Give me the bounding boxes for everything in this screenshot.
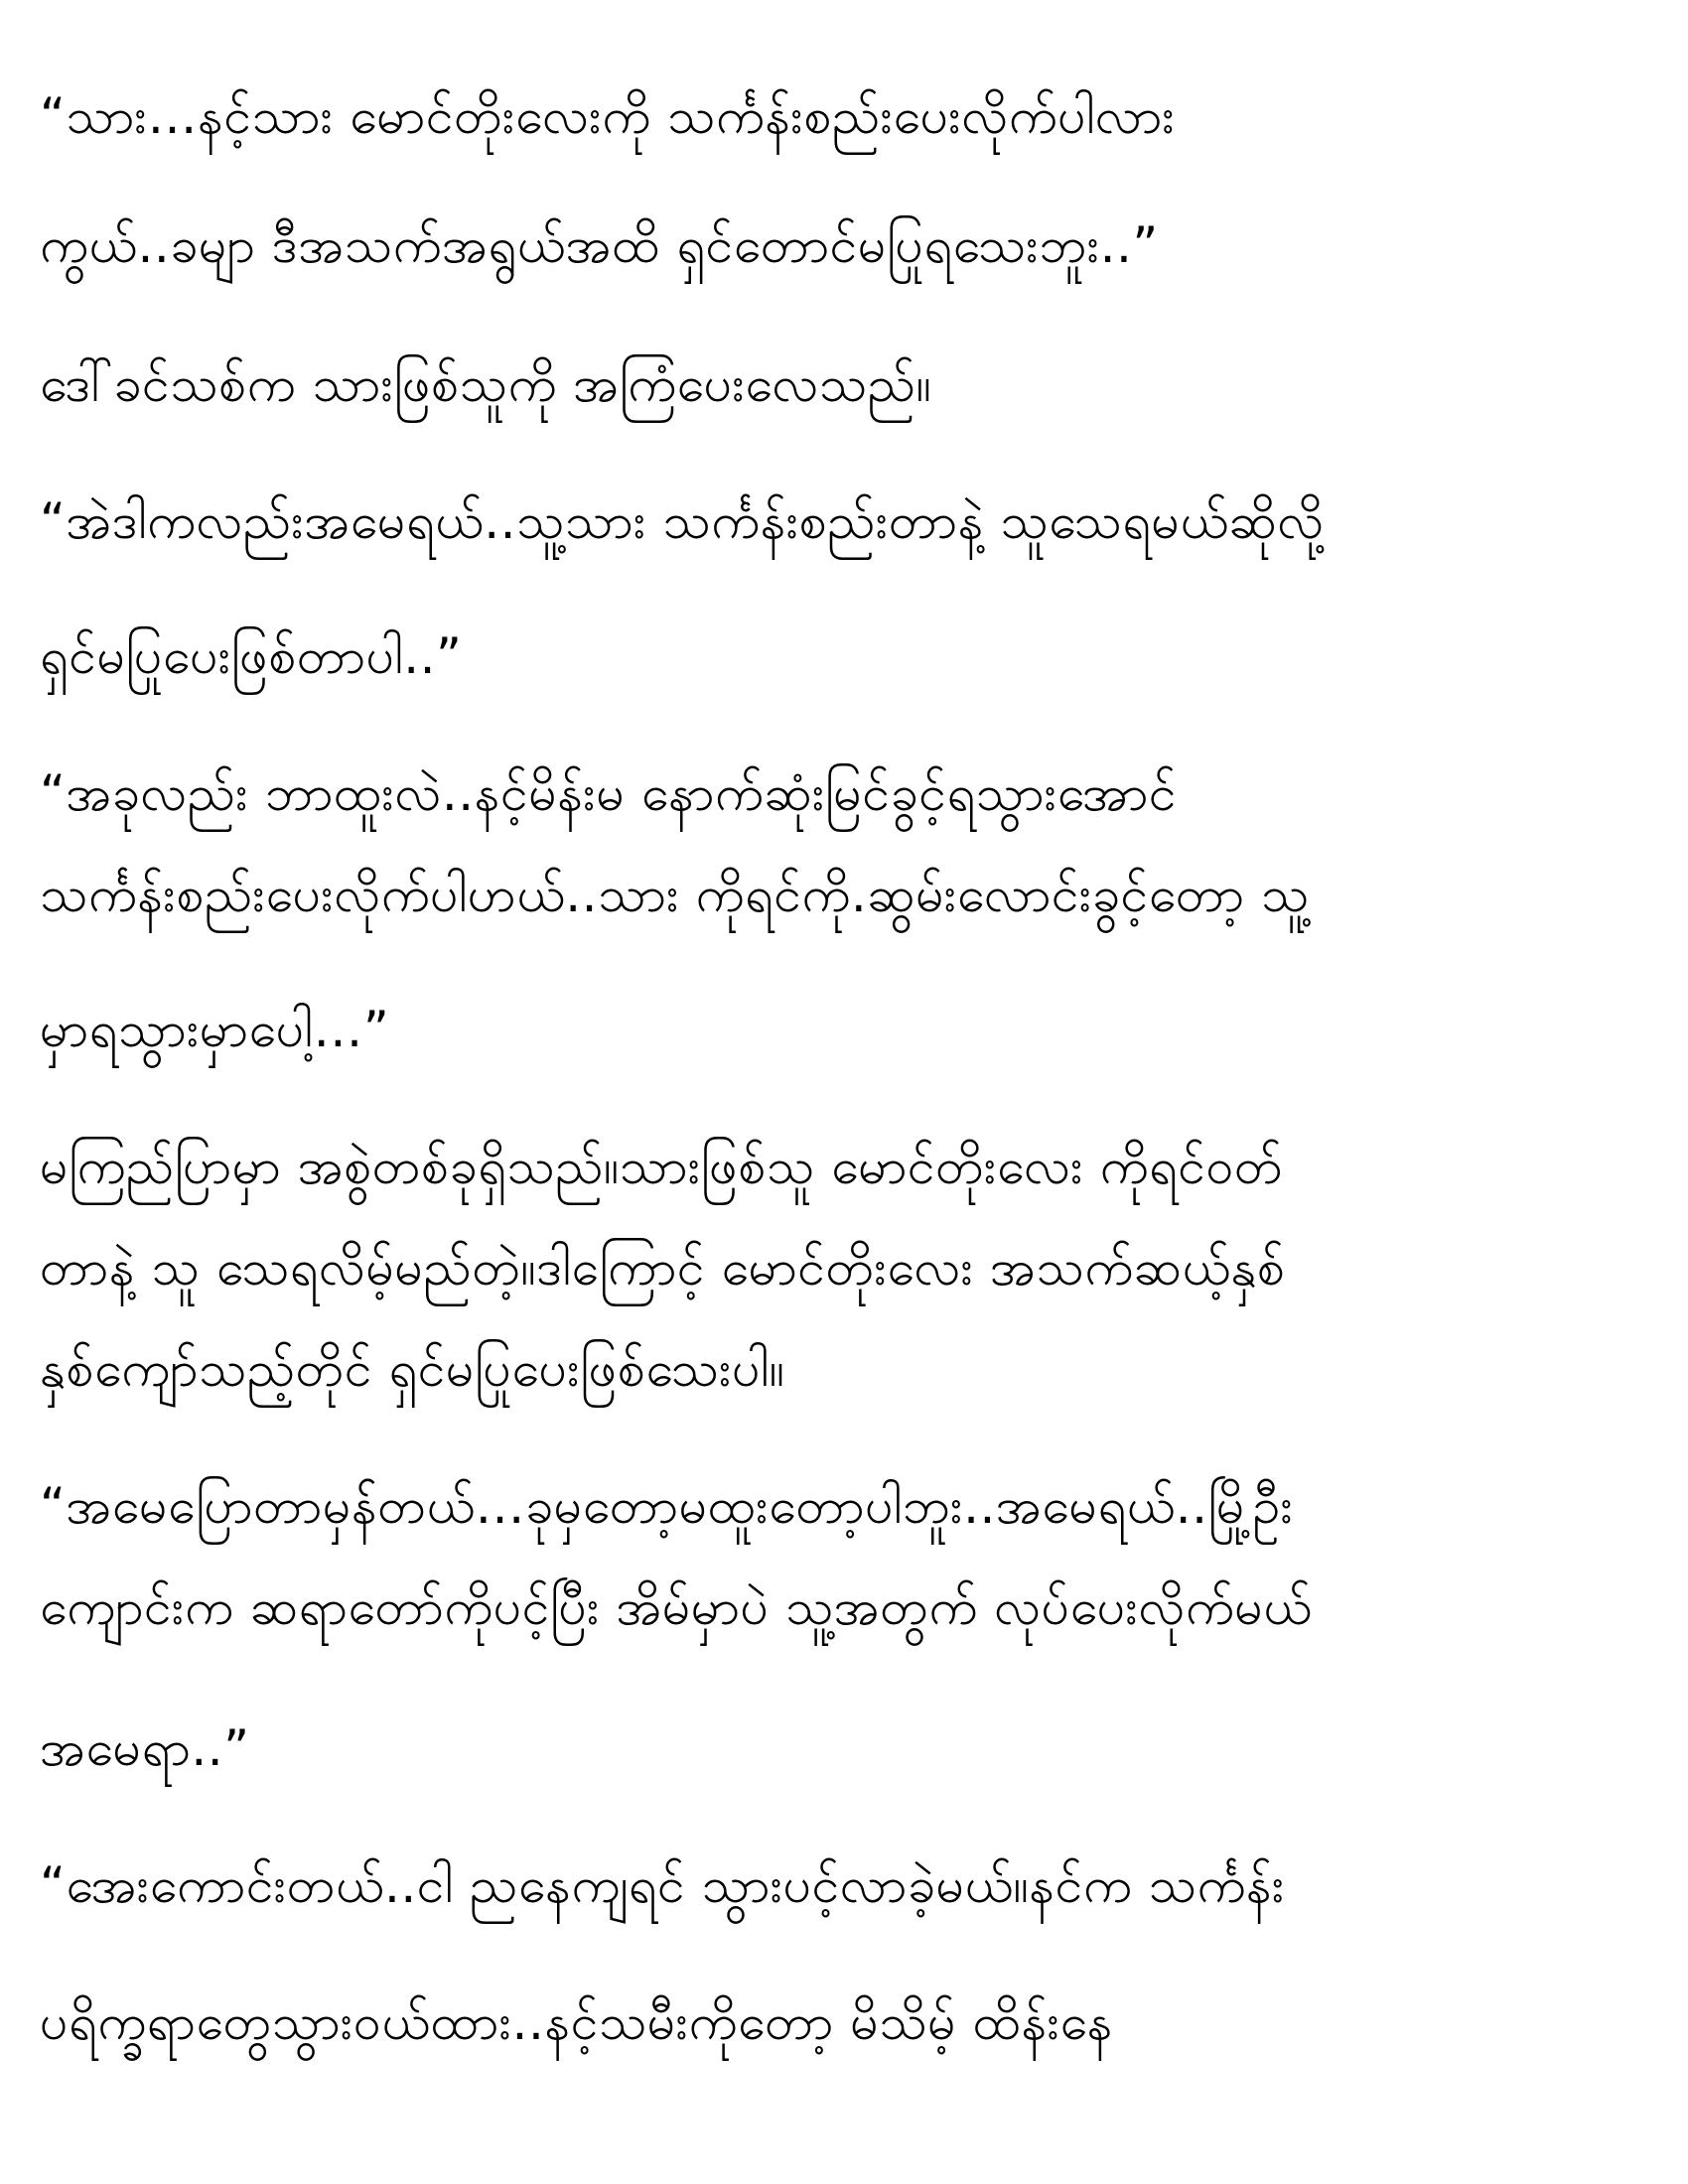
document-page: [40, 0, 1648, 2184]
text-line: ရှင်မပြုပေးဖြစ်တာပါ..”: [40, 627, 463, 685]
text-line: “အဲဒါကလည်းအမေရယ်..သူ့သား သင်္ကန်းစည်းတာနဲ့ သူသေရမယ်ဆိုလို့: [40, 492, 1325, 550]
text-line: နှစ်ကျော်သည့်တိုင် ရှင်မပြုပေးဖြစ်သေးပါ။: [40, 1340, 785, 1398]
text-line: ကျောင်းက ဆရာတော်ကိုပင့်ပြီး အိမ်မှာပဲ သူ့အတွက် လုပ်ပေးလိုက်မယ်: [40, 1578, 1313, 1636]
text-line: “အမေပြောတာမှန််တယ်…ခုမှတော့မထူးတော့ပါဘူး..အမေရယ်..မြို့ဦး: [40, 1477, 1294, 1535]
text-line: ကွယ်..ခမျာ ဒီအသက်အရွယ်အထိ ရှင်တောင်မပြုရသေးဘူး..”: [40, 216, 1159, 274]
text-line: မကြည်ပြာမှာ အစွဲတစ်ခုရှိသည်။သားဖြစ်သူ မောင်တိုးလေး ကိုရင်ဝတ်: [40, 1138, 1284, 1195]
text-line: တာနဲ့ သူ သေရလိမ့်မည်တဲ့။ဒါကြောင့် မောင်တိုးလေး အသက်ဆယ့်နှစ်: [40, 1239, 1286, 1297]
text-line: “အခုလည်း ဘာထူးလဲ..နင့်မိန်းမ နောက်ဆုံးမြင်ခွင့်ရသွားအောင်: [40, 764, 1178, 822]
text-line: “အေးကောင်းတယ်..ငါ ညနေကျရင် သွားပင့်လာခဲ့မယ်။နင်က သင်္ကန်း: [40, 1856, 1285, 1914]
text-line: အမေရာ..”: [40, 1719, 250, 1777]
text-line: သင်္ကန်းစည်းပေးလိုက်ပါဟယ်..သား ကိုရင်ကို.ဆွမ်းလောင်းခွင့်တော့ သူ့: [40, 866, 1310, 923]
text-line: “သား…နင့်သား မောင်တိုးလေးကို သင်္ကန်းစည်းပေးလိုက်ပါလား: [40, 87, 1176, 145]
text-line: မှာရသွားမှာပေါ့…”: [40, 1001, 390, 1058]
text-line: ဒေါ်ခင်သစ်က သားဖြစ်သူကို အကြံပေးလေသည်။: [40, 355, 932, 413]
text-line: ပရိက္ခရာတွေသွားဝယ်ထား..နင့်သမီးကိုတော့ မိသိမ့် ထိန်းနေ: [40, 1993, 1114, 2051]
